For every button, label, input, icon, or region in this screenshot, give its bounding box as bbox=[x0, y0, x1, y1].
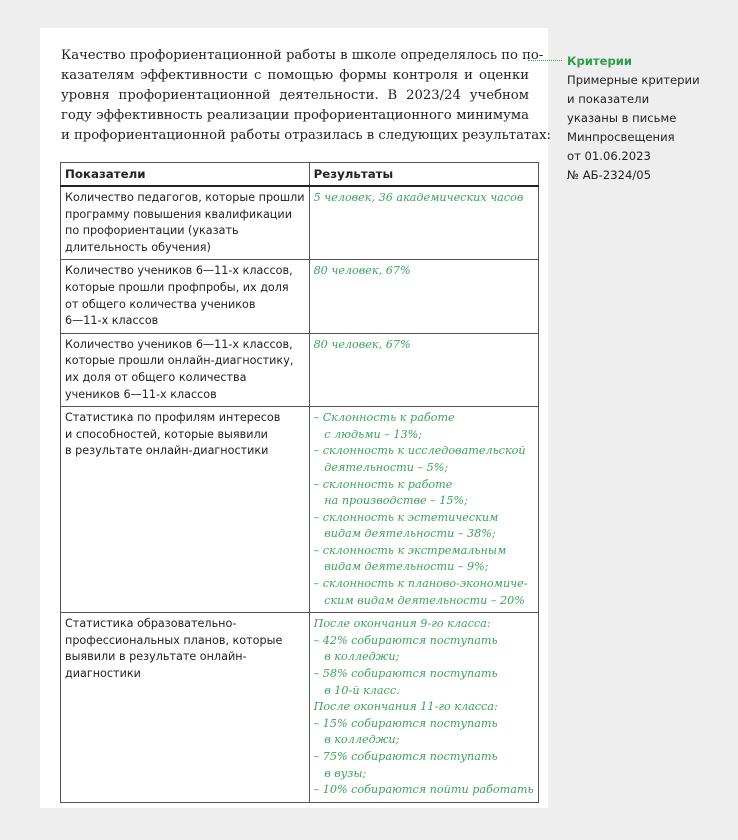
sidebar-line: и показатели bbox=[567, 92, 650, 106]
sidebar-leader-line bbox=[528, 60, 562, 61]
indicator-line: Количество учеников 6—11-х классов, bbox=[65, 337, 293, 351]
document-page bbox=[40, 28, 551, 808]
results-table bbox=[60, 162, 539, 803]
indicator-line: от общего количества учеников bbox=[65, 297, 256, 311]
result-line: в колледжи; bbox=[313, 733, 400, 747]
header-results: Результаты bbox=[309, 163, 538, 187]
indicator-line: Количество педагогов, которые прошли bbox=[65, 191, 305, 204]
result-line: – склонность к экстремальным bbox=[313, 543, 507, 557]
indicator-line: профессиональных планов, которые bbox=[65, 633, 283, 647]
result-cell bbox=[309, 333, 538, 406]
sidebar-note bbox=[567, 52, 732, 185]
sidebar-line: указаны в письме bbox=[567, 111, 677, 125]
result-line: – 75% собираются поступать bbox=[313, 750, 498, 763]
indicator-line: в результате онлайн-диагностики bbox=[65, 444, 269, 458]
intro-line: и профориентационной работы отразилась в следующих результатах: bbox=[61, 128, 551, 143]
table-body bbox=[61, 186, 539, 802]
intro-line: году эффективность реализации профориентационного минимума bbox=[61, 108, 529, 123]
result-line: – 58% собираются поступать bbox=[313, 667, 498, 681]
sidebar-line: Примерные критерии bbox=[567, 73, 700, 87]
header-indicators: Показатели bbox=[61, 163, 310, 187]
indicator-line: и способностей, которые выявили bbox=[65, 427, 268, 441]
result-line: в 10-й класс. bbox=[313, 683, 400, 697]
result-line: После окончания 9-го класса: bbox=[313, 617, 491, 631]
result-line: – 15% собираются поступать bbox=[313, 716, 498, 730]
indicator-line: которые прошли профпробы, их доля bbox=[65, 280, 289, 294]
result-line: в колледжи; bbox=[313, 650, 400, 664]
indicator-line: Статистика образовательно- bbox=[65, 617, 237, 631]
table-row bbox=[61, 613, 539, 803]
indicator-line: длительность обучения) bbox=[65, 240, 211, 254]
intro-line: казателям эффективности с помощью формы контроля и оценки bbox=[61, 68, 529, 83]
result-cell bbox=[309, 186, 538, 260]
result-line: деятельности – 5%; bbox=[313, 460, 449, 474]
result-line: – склонность к эстетическим bbox=[313, 510, 499, 524]
indicator-cell bbox=[61, 333, 310, 406]
result-cell bbox=[309, 613, 538, 803]
result-line: ским видам деятельности – 20% bbox=[313, 593, 525, 607]
result-line: 5 человек, 36 академических часов bbox=[313, 191, 524, 204]
intro-line: уровня профориентационной деятельности. В 2023/24 учебном bbox=[61, 88, 529, 103]
indicator-line: 6—11-х классов bbox=[65, 314, 159, 328]
intro-paragraph bbox=[61, 46, 551, 146]
indicator-line: Количество учеников 6—11-х классов, bbox=[65, 264, 293, 278]
indicator-line: Статистика по профилям интересов bbox=[65, 411, 281, 425]
result-line: После окончания 11-го класса: bbox=[313, 700, 498, 714]
indicator-line: которые прошли онлайн-диагностику, bbox=[65, 354, 294, 368]
indicator-cell bbox=[61, 613, 310, 803]
sidebar-title: Критерии bbox=[567, 54, 633, 68]
result-line: – склонность к планово-экономиче- bbox=[313, 577, 528, 591]
table-row bbox=[61, 186, 539, 260]
table-header-row bbox=[61, 163, 539, 187]
sidebar-line: от 01.06.2023 bbox=[567, 149, 651, 163]
indicator-line: выявили в результате онлайн- bbox=[65, 650, 247, 664]
result-line: 80 человек, 67% bbox=[313, 337, 411, 351]
result-cell bbox=[309, 260, 538, 333]
result-line: – 42% собираются поступать bbox=[313, 633, 498, 647]
indicator-line: программу повышения квалификации bbox=[65, 207, 292, 221]
table-row bbox=[61, 333, 539, 406]
indicator-line: по профориентации (указать bbox=[65, 224, 239, 238]
result-line: видам деятельности – 38%; bbox=[313, 527, 496, 541]
indicator-cell bbox=[61, 186, 310, 260]
sidebar-line: № АБ-2324/05 bbox=[567, 168, 651, 182]
result-line: – Склонность к работе bbox=[313, 411, 455, 425]
result-line: – 10% собираются пойти работать bbox=[313, 783, 534, 797]
result-line: на производстве – 15%; bbox=[313, 494, 468, 508]
indicator-cell bbox=[61, 260, 310, 333]
intro-line: Качество профориентационной работы в школе определялось по по- bbox=[61, 48, 544, 63]
result-line: – склонность к исследовательской bbox=[313, 444, 526, 458]
result-line: 80 человек, 67% bbox=[313, 264, 411, 278]
table-row bbox=[61, 260, 539, 333]
table-row bbox=[61, 407, 539, 613]
result-line: с людьми – 13%; bbox=[313, 427, 423, 441]
indicator-line: диагностики bbox=[65, 667, 141, 681]
result-cell bbox=[309, 407, 538, 613]
result-line: видам деятельности – 9%; bbox=[313, 560, 489, 574]
sidebar-body bbox=[567, 71, 732, 185]
indicator-line: учеников 6—11-х классов bbox=[65, 387, 217, 401]
sidebar-line: Минпросвещения bbox=[567, 130, 675, 144]
indicator-line: их доля от общего количества bbox=[65, 370, 247, 384]
indicator-cell bbox=[61, 407, 310, 613]
result-line: – склонность к работе bbox=[313, 477, 453, 491]
result-line: в вузы; bbox=[313, 766, 367, 780]
